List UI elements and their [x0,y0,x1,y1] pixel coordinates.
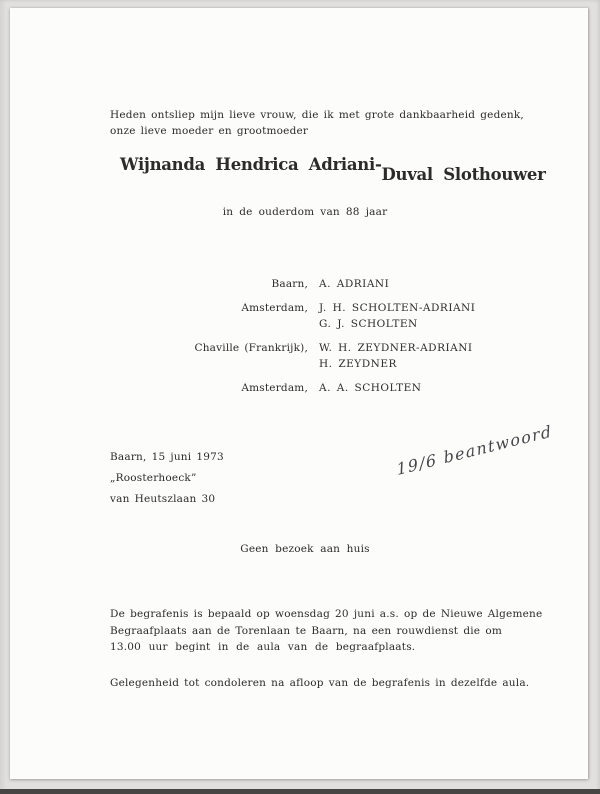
name-part-1: Wijnanda Hendrica Adriani- [120,155,382,174]
deceased-name [120,154,546,184]
condolence-line: Gelegenheid tot condoleren na afloop van de begrafenis in dezelfde aula. [110,677,530,689]
funeral-line-3: 13.00 uur begint in de aula van de begraafplaats. [110,641,416,653]
relative-name: G. J. SCHOLTEN [319,318,418,330]
dateline [110,447,224,510]
relative-row [10,300,588,316]
relative-place: Chaville (Frankrijk), [194,342,308,354]
relative-name: A. ADRIANI [319,278,390,290]
age-line: in de ouderdom van 88 jaar [222,206,388,218]
memorial-card [10,8,588,779]
relative-name: H. ZEYDNER [319,358,397,370]
funeral-line-2: Begraafplaats aan de Torenlaan te Baarn, na een rouwdienst die om [110,624,502,637]
dateline-city-date: Baarn, 15 juni 1973 [110,451,224,463]
scan-bottom-edge [0,789,600,794]
relative-place [10,356,308,372]
intro-line-2: onze lieve moeder en grootmoeder [110,125,309,137]
name-part-2: Duval Slothouwer [381,165,546,184]
relative-place [10,316,308,332]
intro-paragraph [110,107,524,139]
relative-row [10,356,588,372]
residence-street: van Heutszlaan 30 [110,493,216,505]
funeral-line-1: De begrafenis is bepaald op woensdag 20 juni a.s. op de Nieuwe Algemene [110,608,543,620]
handwritten-annotation: 19/6 beantwoord [395,421,554,479]
relative-row [10,380,588,396]
relative-place: Amsterdam, [241,382,308,394]
relative-name: J. H. SCHOLTEN-ADRIANI [319,302,476,314]
relative-row [10,316,588,332]
relative-name: W. H. ZEYDNER-ADRIANI [319,342,473,354]
no-visit-line: Geen bezoek aan huis [240,543,370,555]
relative-name: A. A. SCHOLTEN [319,382,422,394]
relative-place: Baarn, [271,278,308,290]
intro-line-1: Heden ontsliep mijn lieve vrouw, die ik met grote dankbaarheid gedenk, [110,109,524,121]
relative-row [10,340,588,356]
relative-place: Amsterdam, [241,302,308,314]
funeral-paragraph [110,606,543,656]
relative-row [10,276,588,292]
residence-name: „Roosterhoeck” [110,472,197,484]
relatives-list [10,276,588,396]
